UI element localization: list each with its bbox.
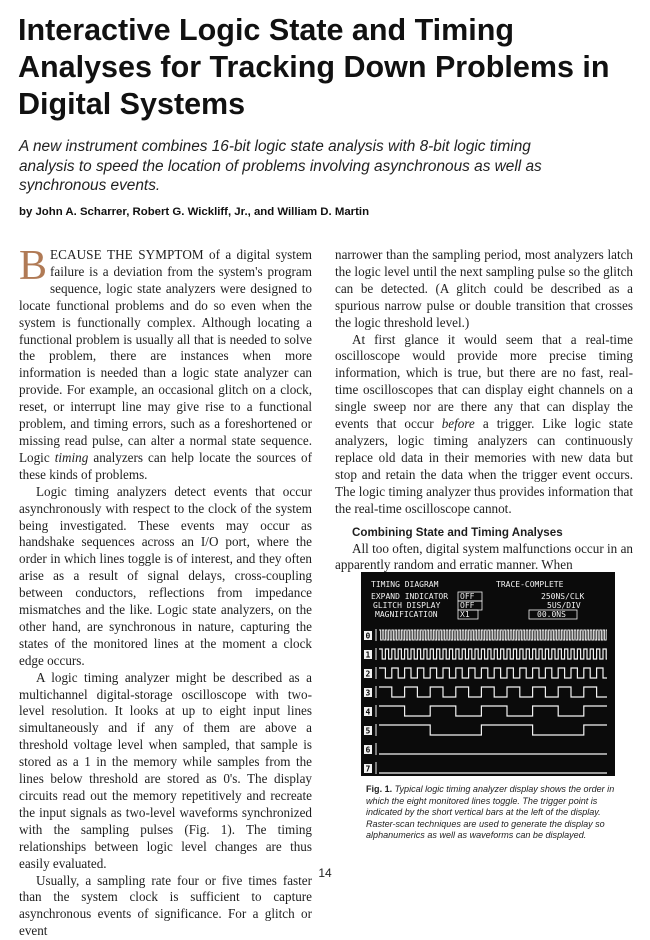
channel-label-1: 1 [365,650,371,660]
intro-text: of a digital system failure is a deviation from the system's program sequence, logic state analyzers were designed to locate functional problems and do so even when the system is functionally complex. Although locating a functional problem is usually all that is needed to solve the problem, there are instances when more information is needed than a logic state analyzer can provide. For example, an occasional glitch on a clock, reset, or interrupt line may give rise to a functional problem, and timing errors, such as a foreshortened or missing read pulse, can alter a normal state sequence. Logic [19,247,312,465]
caption-text: Typical logic timing analyzer display shows the order in which the eight monitored lines toggle. The trigger point is indicated by the short vertical bars at the left of the display. Raster-scan techniques are used to generate the display so alphanumerics as well as waveforms can be displayed. [366,784,615,841]
channel-label-2: 2 [365,669,371,679]
article-authors: by John A. Scharrer, Robert G. Wickliff, Jr., and William D. Martin [19,206,370,218]
intro-text-end: analyzers can help locate the sources of these kinds of problems. [19,449,312,482]
section-heading: Combining State and Timing Analyses [352,525,563,539]
body-column-right [335,247,633,574]
page-number: 14 [318,866,332,880]
trigger-time: 00.0NS [537,610,566,619]
waveform-channel-4 [379,706,607,716]
channel-label-3: 3 [365,688,371,698]
sample-period: 250NS/CLK [541,592,585,601]
waveform-channel-3 [379,687,607,697]
body-column-left [19,243,312,940]
magnification-value: X1 [460,610,470,619]
article-title: Interactive Logic State and Timing Analyses for Tracking Down Problems in Digital Systems [18,13,610,121]
magnification-label: MAGNIFICATION [375,610,438,619]
paragraph-7: All too often, digital system malfunctions occur in an apparently random and erratic manner. When [335,540,633,573]
paragraph-3: A logic timing analyzer might be described as a multichannel digital-storage oscilloscope with two-level resolution. It looks at up to eight input lines simultaneously and if any of them are above a threshold voltage level when sampled, that sample is stored as a 1 in the memory while samples from the lines below threshold are stored as 0's. The display circuits read out the memory repetitively and recreate the input signals as two-level waveforms synchronized with the sampling pulses (Fig. 1). The timing relationships between logic level changes are thus easily evaluated. [19,669,312,871]
figure-1-screen [361,572,615,776]
caption-label: Fig. 1. [366,784,393,794]
drop-cap: B [19,243,48,289]
article-subtitle: A new instrument combines 16-bit logic state analysis with 8-bit logic timing analysis to speed the location of problems involving asynchronous as well as synchronous events. [19,138,542,194]
waveform-channel-1 [379,649,607,659]
figure-caption [366,784,618,842]
paragraph-6 [335,332,633,518]
paragraph-5: narrower than the sampling period, most analyzers latch the logic level until the next sampling pulse so the glitch can be detected. (A glitch could be described as a spurious narrow pulse or double transition that crosses the logic threshold level.) [335,247,633,330]
paragraph-2: Logic timing analyzers detect events that occur asynchronously with respect to the clock of the system being investigated. These events may occur as handshake sequences across an I/O port, where the order in which lines toggle is of interest, and they often arise as a result of signal delays, cross-coupling between conductors, reflections from impedance mismatches and the like. Logic state analyzers, on the other hand, are synchronous in nature, capturing the states of the monitored lines at the moment a clock edge occurs. [19,483,312,668]
expand-indicator-value: OFF [460,592,475,601]
intro-emphasis: timing [54,449,89,465]
waveform-channel-5 [379,725,607,735]
p6-text-end: a trigger. Like logic state analyzers, logic timing analyzers can continuously replace old data in their memories with new data but stop and retain the data when the trigger event occurs. The logic timing analyzer thus provides information that the real-time oscilloscope cannot. [335,416,634,516]
paragraph-intro [19,243,312,484]
glitch-display-value: OFF [460,601,475,610]
channel-traces [364,629,607,774]
channel-label-0: 0 [365,631,371,641]
channel-label-4: 4 [365,707,371,717]
p6-text: At first glance it would seem that a real-time oscilloscope would provide more precise timing information, which is true, but there are no fast, real-time oscilloscopes that can display eight channels on a single sweep nor are there any that can display the events that occur [335,331,633,432]
channel-label-5: 5 [365,726,371,736]
screen-title: TIMING DIAGRAM [371,580,439,589]
intro-lead-text: ECAUSE THE SYMPTOM [50,247,204,262]
glitch-display-label: GLITCH DISPLAY [373,601,441,610]
expand-indicator-label: EXPAND INDICATOR [371,592,449,601]
waveform-channel-0 [379,630,607,640]
channel-label-6: 6 [365,745,371,755]
channel-label-7: 7 [365,764,371,774]
time-per-division: 5US/DIV [547,601,581,610]
waveform-channel-2 [379,668,607,678]
paragraph-4: Usually, a sampling rate four or five times faster than the system clock is sufficient to capture asynchronous events of significance. For a glitch or event [19,872,312,939]
p6-emphasis: before [441,416,475,432]
screen-status: TRACE-COMPLETE [496,580,564,589]
timing-diagram-display [361,572,615,776]
